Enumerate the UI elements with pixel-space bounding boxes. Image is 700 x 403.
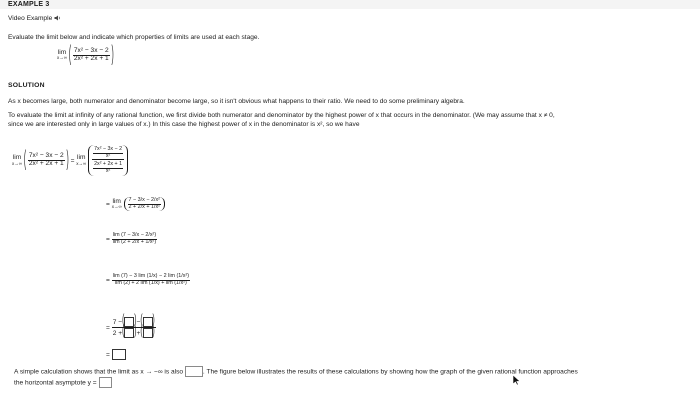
answer-box-c[interactable] (124, 328, 134, 338)
answer-box-b[interactable] (143, 317, 153, 327)
step-2: = lim x→∞ $\frac{\text{7 − 3/x − 2/x²}}{\text{2 + 2/x + 1/x²}}$ (106, 197, 165, 211)
example-title: EXAMPLE 3 (8, 1, 50, 8)
solution-paragraph-2-line-1: To evaluate the limit at infinity of any rational function, we first divide both numerator and denominator by the highest power of x that occurs in the denominator. (We may assume that x ≠ 0, (8, 112, 555, 119)
problem-limit: lim x→∞ ( $\frac{\text{7x² − 3x − 2}}{\text{2x² + 2x + 1}}$ ) (57, 43, 114, 68)
step-6: = (106, 349, 126, 360)
problem-numerator: 7x² − 3x − 2 (73, 47, 109, 54)
top-bar (0, 0, 700, 9)
problem-denominator: 2x² + 2x + 1 (73, 54, 109, 62)
problem-instruction: Evaluate the limit below and indicate which properties of limits are used at each stage. (8, 34, 260, 41)
step-3: = $\frac{\text{lim (7 − 3/x − 2/x²)}}{\text{lim (2 + 2/x + 1/x²)}}$ (106, 232, 157, 245)
mouse-cursor-icon (512, 374, 520, 386)
speaker-icon[interactable] (54, 15, 61, 21)
footer-line-1: A simple calculation shows that the limit as x → −∞ is also . The figure below illustrates the results of these calculations by showing how the graph of the given rational function approaches (14, 366, 578, 377)
solution-paragraph-1: As x becomes large, both numerator and denominator become large, so it isn't obvious what happens to their ratio. We need to do some preliminary algebra. (8, 98, 465, 105)
answer-box-result[interactable] (112, 349, 126, 360)
answer-box-d[interactable] (143, 328, 153, 338)
answer-box-neg-infinity[interactable] (185, 366, 203, 377)
problem-fraction (73, 48, 110, 63)
video-example-link[interactable] (8, 15, 61, 22)
step-1: lim x→∞ ( $\frac{\text{7x² − 3x − 2}}{\text{2x² + 2x + 1}}$ ) = lim x→∞ $\frac{\frac{\text{7x² − 3x − 2}}{\text{x²}}}{\frac{\text{2x² + 2x + 1}}{\text{x²}}}$ (12, 145, 128, 176)
answer-box-a[interactable] (124, 317, 134, 327)
solution-paragraph-2-line-2: since we are interested only in large values of x.) In this case the highest power of x in the denominator is x², so we have (8, 121, 360, 128)
step-5: = $\frac{7 -( )-( )}{2 +( )+( )}$ (106, 312, 155, 339)
footer-line-2: the horizontal asymptote y = (14, 377, 112, 388)
answer-box-asymptote[interactable] (99, 377, 112, 388)
solution-heading: SOLUTION (8, 82, 45, 89)
step-4: = $\frac{\text{lim (7) − 3 lim (1/x) − 2 lim (1/x²)}}{\text{lim (2) + 2 lim (1/x) + lim (1/x²)}}$ (106, 273, 190, 286)
limit-operator: lim x→∞ (57, 48, 67, 61)
video-example-label: Video Example (8, 15, 53, 22)
